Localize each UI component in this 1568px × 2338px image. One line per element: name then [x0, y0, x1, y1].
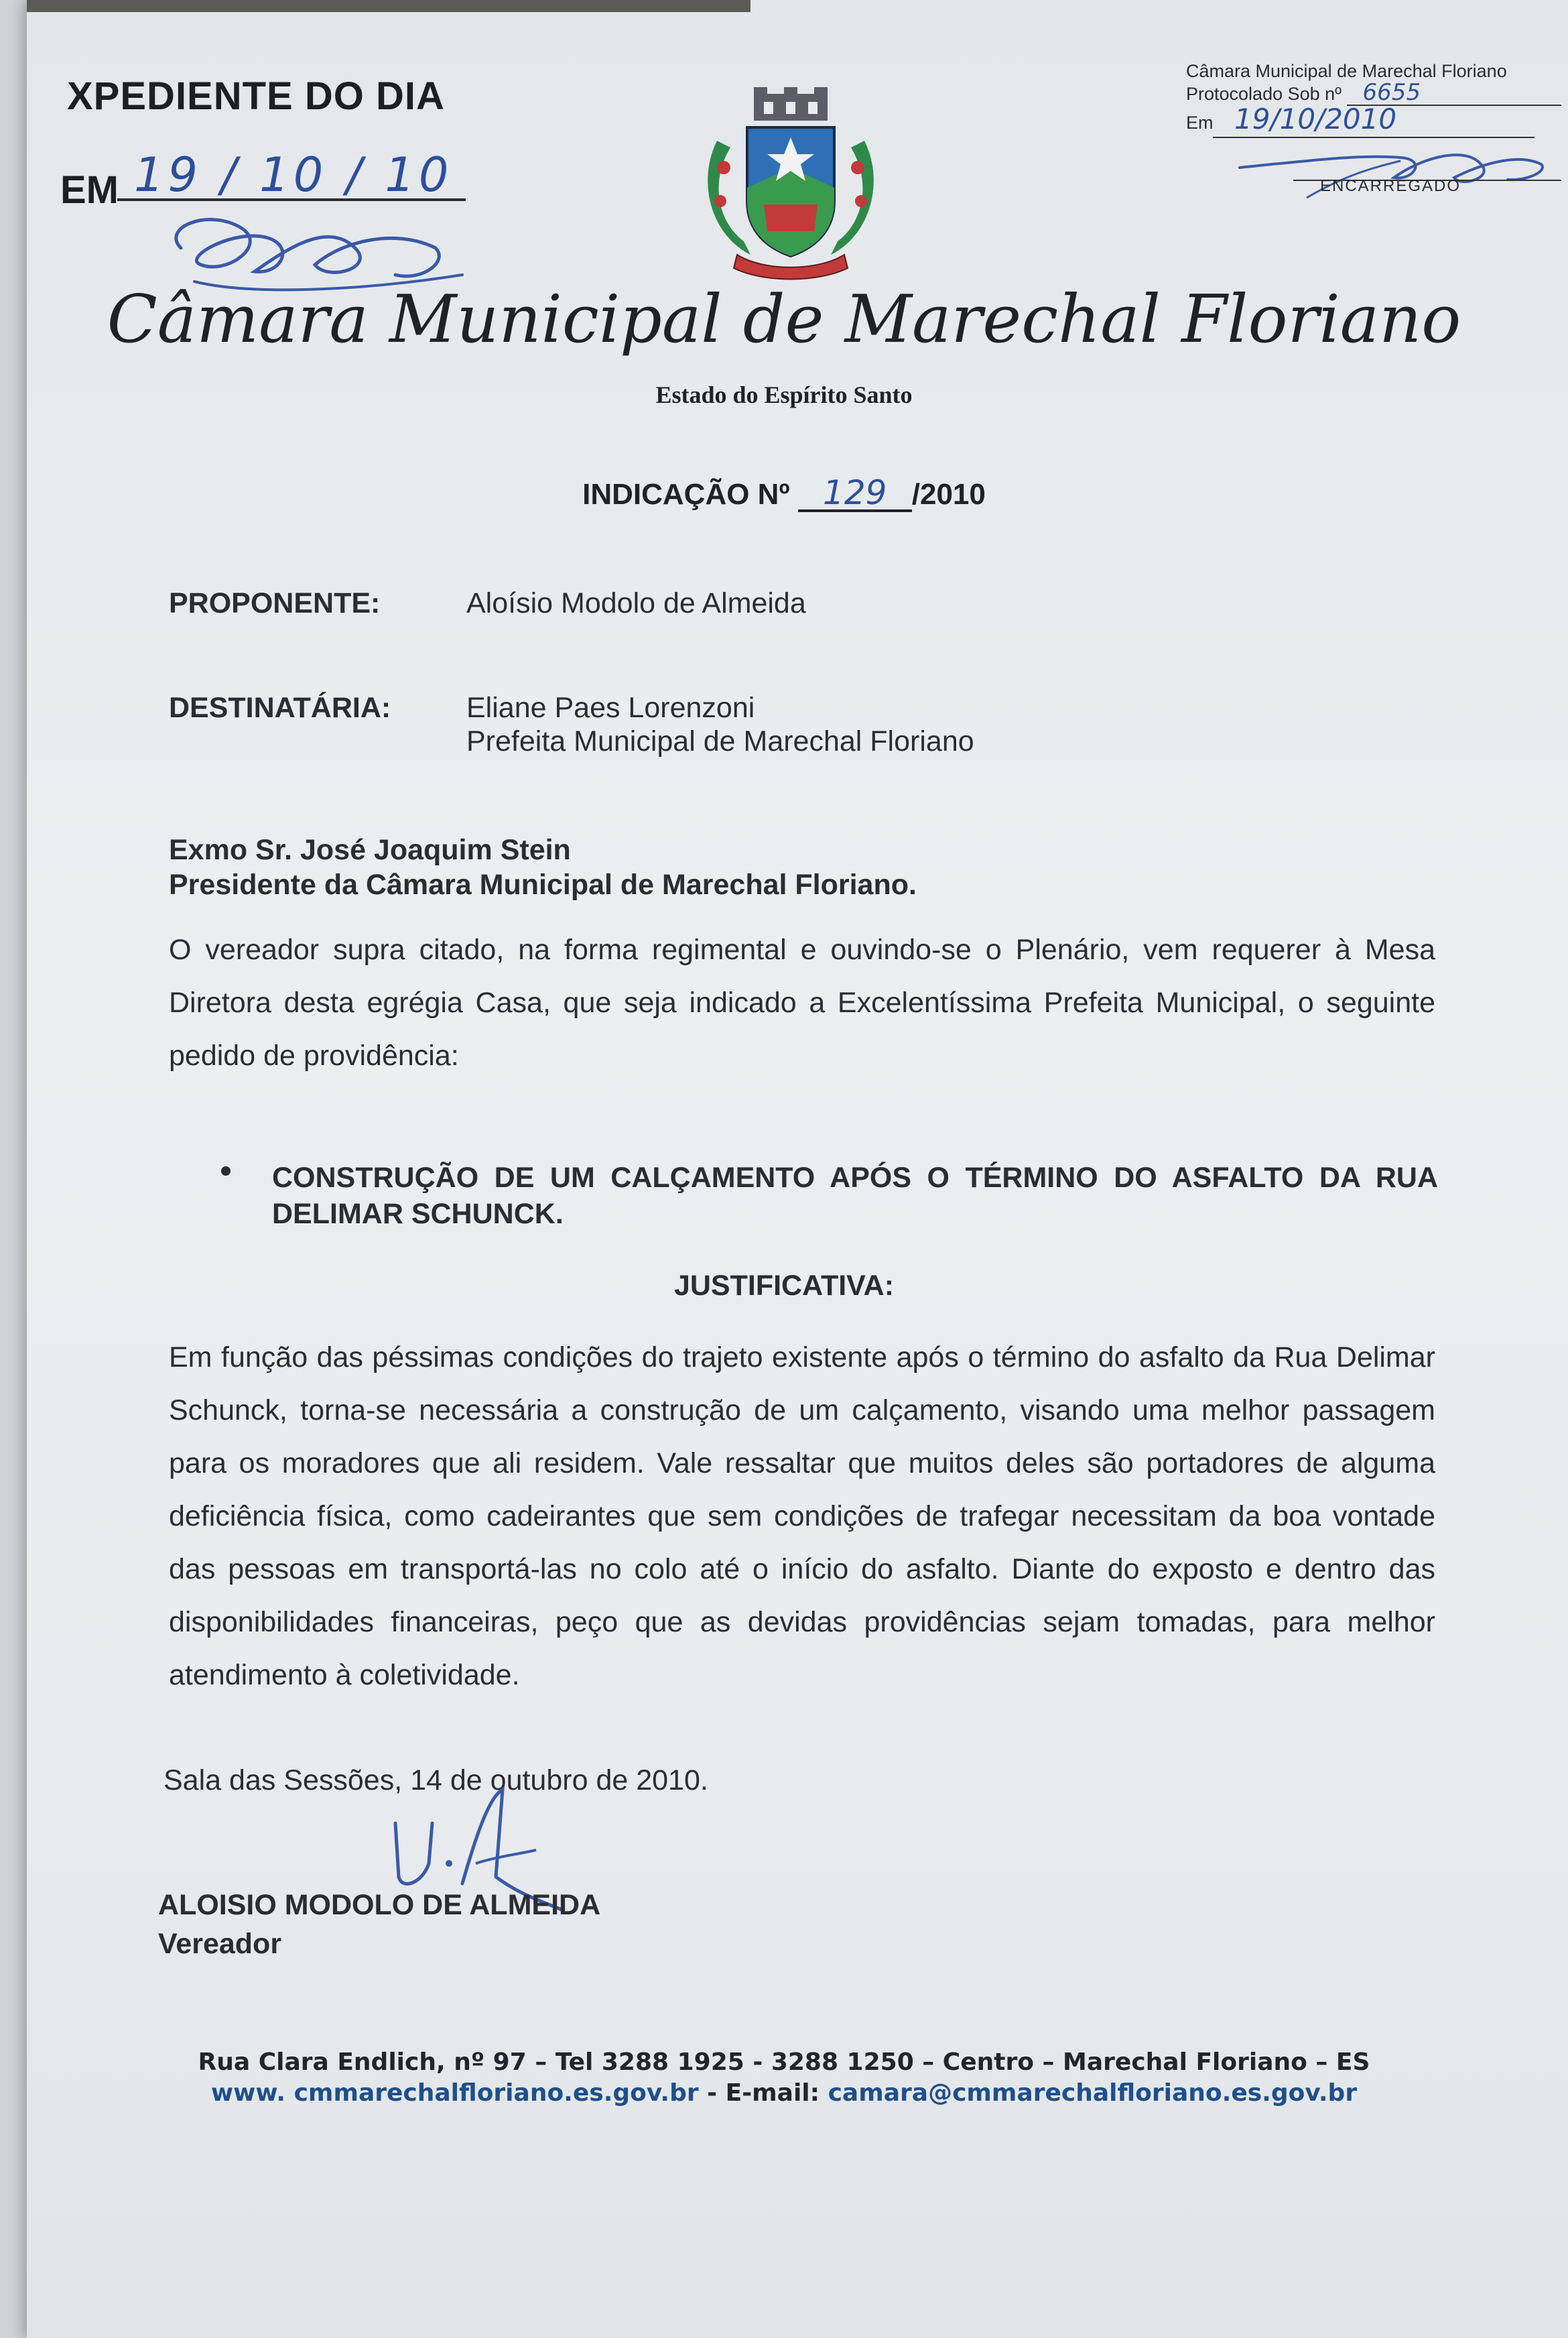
document-page: [27, 0, 1568, 2338]
destinataria-role: Prefeita Municipal de Marechal Floriano: [466, 725, 974, 757]
protocol-stamp-heading: Câmara Municipal de Marechal Floriano: [1186, 61, 1507, 81]
protocol-date-label: Em: [1186, 113, 1214, 133]
indicacao-suffix: /2010: [911, 478, 986, 511]
expediente-stamp-date: 19 / 10 / 10: [134, 147, 453, 202]
destinataria-label: DESTINATÁRIA:: [169, 692, 391, 724]
justificativa-heading: JUSTIFICATIVA:: [673, 1270, 895, 1302]
signer-role: Vereador: [158, 1928, 282, 1960]
proponente-label: PROPONENTE:: [169, 587, 381, 619]
justificativa-text: Em função das péssimas condições do trajeto existente após o término do asfalto da Rua Delimar Schunck, torna-se necessária a construção de um calçamento, visando uma melhor passagem para os moradores que ali residem. Vale ressaltar que muitos deles são portadores de alguma deficiência física, como cadeirantes que sem condições de trafegar necessitam da boa vontade das pessoas em transportá-las no colo até o início do asfalto. Diante do exposto e dentro das disponibilidades financeiras, peço que as devidas providências sejam tomadas, para melhor atendimento à coletividade.: [169, 1341, 1435, 1691]
place-date: Sala das Sessões, 14 de outubro de 2010.: [164, 1764, 708, 1796]
expediente-stamp-em: EM: [60, 168, 119, 212]
protocol-number-row: [1186, 79, 1561, 106]
page-subtitle: Estado do Espírito Santo: [655, 381, 913, 408]
protocol-role: ENCARREGADO: [1320, 177, 1461, 195]
indicacao-prefix: INDICAÇÃO Nº: [582, 478, 790, 511]
protocol-number: 6655: [1362, 79, 1421, 106]
expediente-stamp-title: XPEDIENTE DO DIA: [67, 74, 445, 118]
intro-paragraph: O vereador supra citado, na forma regimental e ouvindo-se o Plenário, vem requerer à Mesa Diretora desta egrégia Casa, que seja indicado a Excelentíssima Prefeita Municipal, o seguinte pedido de providência:: [169, 934, 1435, 1072]
coat-of-arms-logo: [697, 87, 885, 288]
indicacao-heading: [27, 473, 1541, 512]
footer-address-text: Rua Clara Endlich, nº 97 – Tel 3288 1925 - 3288 1250 – Centro – Marechal Floriano – ES: [198, 2048, 1370, 2076]
addressee-name: Exmo Sr. José Joaquim Stein: [169, 834, 571, 866]
footer-email-link[interactable]: camara@cmmarechalfloriano.es.gov.br: [828, 2079, 1358, 2107]
destinataria-name: Eliane Paes Lorenzoni: [466, 692, 755, 724]
protocol-date: 19/10/2010: [1234, 103, 1397, 135]
footer-email-label: - E-mail:: [698, 2079, 828, 2107]
protocol-stamp: [1186, 60, 1561, 195]
indicacao-number: 129: [798, 476, 912, 512]
page-title: Câmara Municipal de Marechal Floriano: [107, 282, 1461, 358]
signer-name: ALOISIO MODOLO DE ALMEIDA: [158, 1889, 601, 1921]
bullet-icon: [221, 1166, 231, 1176]
addressee-role: Presidente da Câmara Municipal de Marechal Floriano.: [169, 869, 917, 901]
protocol-number-label: Protocolado Sob nº: [1186, 84, 1342, 104]
request-item: CONSTRUÇÃO DE UM CALÇAMENTO APÓS O TÉRMINO DO ASFALTO DA RUA DELIMAR SCHUNCK.: [272, 1162, 1438, 1230]
footer-address: [27, 2048, 1541, 2076]
footer-website-link[interactable]: www. cmmarechalfloriano.es.gov.br: [210, 2079, 699, 2107]
footer-contact: [27, 2079, 1541, 2107]
proponente-value: Aloísio Modolo de Almeida: [466, 587, 806, 619]
binder-edge: [27, 0, 750, 12]
protocol-date-row: [1186, 103, 1561, 135]
